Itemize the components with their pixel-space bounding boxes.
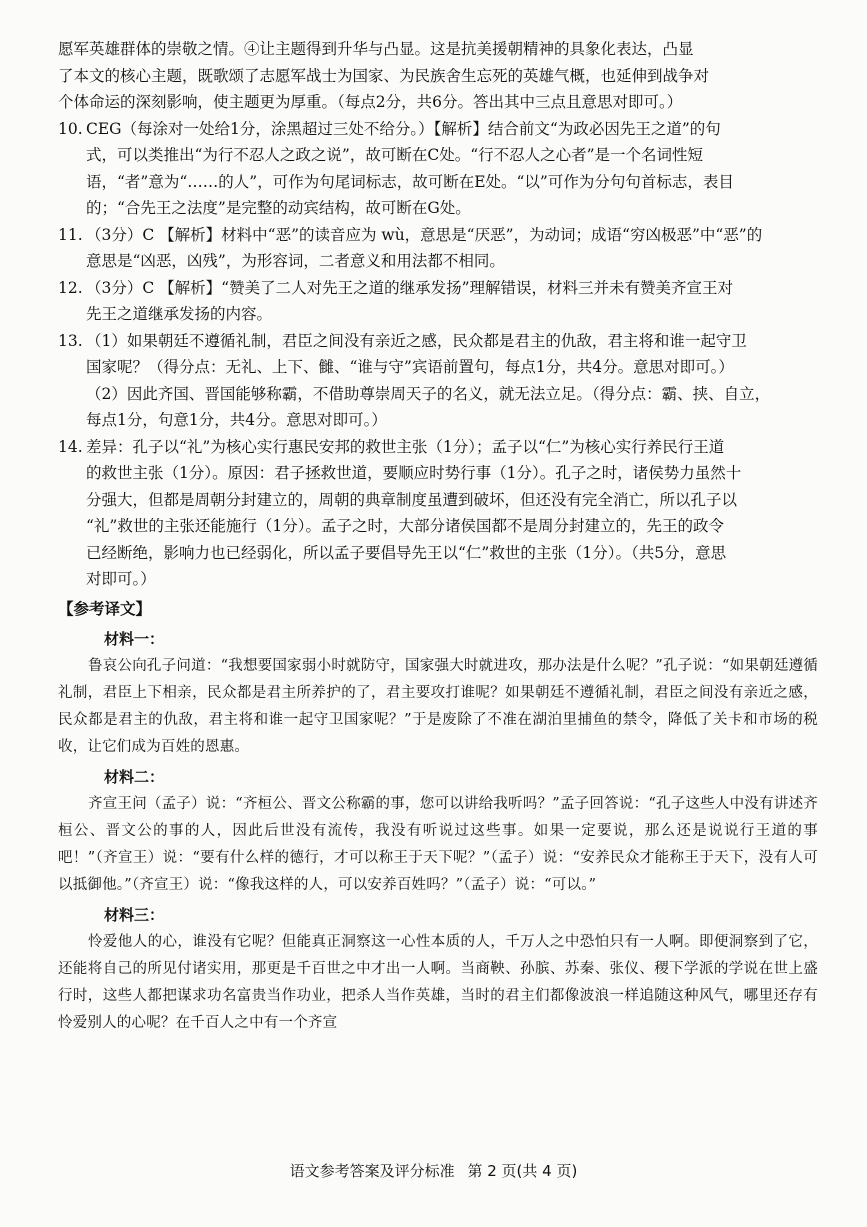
answer-line: （3分）C 【解析】材料中“恶”的读音应为 wù，意思是“厌恶”，为动词；成语“穷凶极恶”中“恶”的 — [86, 225, 763, 244]
continuation-line: 了本文的核心主题，既歌颂了志愿军战士为国家、为民族舍生忘死的英雄气概，也延伸到战争对 — [58, 66, 710, 85]
answer-number: 14. — [58, 437, 83, 456]
answer-number: 13. — [58, 331, 83, 350]
material-title: 材料三： — [104, 905, 165, 924]
answer-line: 差异：孔子以“礼”为核心实行惠民安邦的救世主张（1分）；孟子以“仁”为核心实行养民行王道 — [86, 437, 725, 456]
continuation-line: 个体命运的深刻影响，使主题更为厚重。（每点2分，共6分。答出其中三点且意思对即可。） — [58, 93, 683, 111]
answer-line: 先王之道继承发扬的内容。 — [86, 305, 273, 323]
answer-line: 已经断绝，影响力也已经弱化，所以孟子要倡导先王以“仁”救世的主张（1分）。（共5分，意思 — [86, 543, 727, 562]
answer-number: 10. — [58, 119, 83, 138]
material-text: 鲁哀公向孔子问道：“我想要国家弱小时就防守，国家强大时就进攻，那办法是什么呢？”孔子说：“如果朝廷遵循礼制，君臣上下相亲，民众都是君主所养护的了，君主要攻打谁呢？如果朝廷不遵循礼制，君臣之间没有亲近之感，民众都是君主的仇敌，君主将和谁一起守卫国家呢？”于是废除了不准在湖泊里捕鱼的禁令，降低了关卡和市场的税收，让它们成为百姓的恩惠。 — [58, 657, 818, 755]
answer-line: 国家呢？（得分点：无礼、上下、雠、“谁与守”宾语前置句，每点1分，共4分。意思对即可。） — [86, 358, 734, 376]
answer-13 — [58, 328, 818, 434]
answer-number: 12. — [58, 278, 83, 297]
material-two — [58, 763, 818, 899]
answer-line: （2）因此齐国、晋国能够称霸，不借助尊崇周天子的名义，就无法立足。（得分点：霸、挟、自立， — [86, 384, 771, 403]
answer-line: 的；“合先王之法度”是完整的动宾结构，故可断在G处。 — [86, 199, 471, 217]
answer-number: 11. — [58, 225, 83, 244]
answer-line: 式，可以类推出“为行不忍人之政之说”，故可断在C处。“行不忍人之心者”是一个名词性短 — [86, 146, 704, 164]
material-text: 齐宣王问（孟子）说：“齐桓公、晋文公称霸的事，您可以讲给我听吗？”孟子回答说：“孔子这些人中没有讲述齐桓公、晋文公的事的人，因此后世没有流传，我没有听说过这些事。如果一定要说，那么还是说说行王道的事吧！”（齐宣王）说：“要有什么样的德行，才可以称王于天下呢？”（孟子）说：“安养民众才能称王于天下，没有人可以抵御他。”（齐宣王）说：“像我这样的人，可以安养百姓吗？”（孟子）说：“可以。” — [58, 795, 818, 893]
answer-line: （1）如果朝廷不遵循礼制，君臣之间没有亲近之感，民众都是君主的仇敌，君主将和谁一起守卫 — [86, 331, 747, 350]
material-one — [58, 625, 818, 761]
continuation-text — [58, 36, 818, 116]
answer-11 — [58, 222, 818, 275]
material-title: 材料二： — [104, 767, 165, 786]
material-three — [58, 901, 818, 1037]
material-title: 材料一： — [104, 629, 165, 648]
continuation-line: 愿军英雄群体的崇敬之情。④让主题得到升华与凸显。这是抗美援朝精神的具象化表达，凸显 — [58, 40, 694, 58]
answer-line: 每点1分，句意1分，共4分。意思对即可。） — [86, 411, 387, 429]
footer-page-number: 第 2 页(共 4 页) — [467, 1162, 578, 1180]
answer-content — [58, 36, 818, 1037]
footer-title: 语文参考答案及评分标准 — [289, 1162, 455, 1180]
translation-heading: 【参考译文】 — [58, 599, 152, 618]
answer-line: 语，“者”意为“……的人”，可作为句尾词标志，故可断在E处。“以”可作为分句句首标志，表目 — [86, 172, 734, 191]
answer-line: 分强大，但都是周朝分封建立的，周朝的典章制度虽遭到破坏，但还没有完全消亡，所以孔子以 — [86, 490, 738, 509]
answer-line: 意思是“凶恶，凶残”，为形容词，二者意义和用法都不相同。 — [86, 252, 505, 270]
answer-line: “礼”救世的主张还能施行（1分）。孟子之时，大部分诸侯国都不是周分封建立的，先王的政令 — [86, 517, 724, 535]
answer-10 — [58, 116, 818, 222]
answer-14 — [58, 434, 818, 593]
answer-12 — [58, 275, 818, 328]
answer-line: CEG（每涂对一处给1分，涂黑超过三处不给分。）【解析】结合前文“为政必因先王之道”的句 — [86, 119, 721, 138]
page-footer — [0, 1160, 867, 1181]
answer-line: 对即可。） — [86, 570, 156, 588]
material-text: 怜爱他人的心，谁没有它呢？但能真正洞察这一心性本质的人，千万人之中恐怕只有一人啊。即便洞察到了它，还能将自己的所见付诸实用，那更是千百世之中才出一人啊。当商鞅、孙膑、苏秦、张仪、稷下学派的学说在世上盛行时，这些人都把谋求功名富贵当作功业，把杀人当作英雄，当时的君主们都像波浪一样追随这种风气，哪里还存有怜爱别人的心呢？在千百人之中有一个齐宣 — [58, 933, 818, 1031]
answer-line: 的救世主张（1分）。原因：君子拯救世道，要顺应时势行事（1分）。孔子之时，诸侯势力虽然十 — [86, 464, 742, 482]
answer-line: （3分）C 【解析】“赞美了二人对先王之道的继承发扬”理解错误，材料三并未有赞美齐宣王对 — [86, 278, 733, 297]
